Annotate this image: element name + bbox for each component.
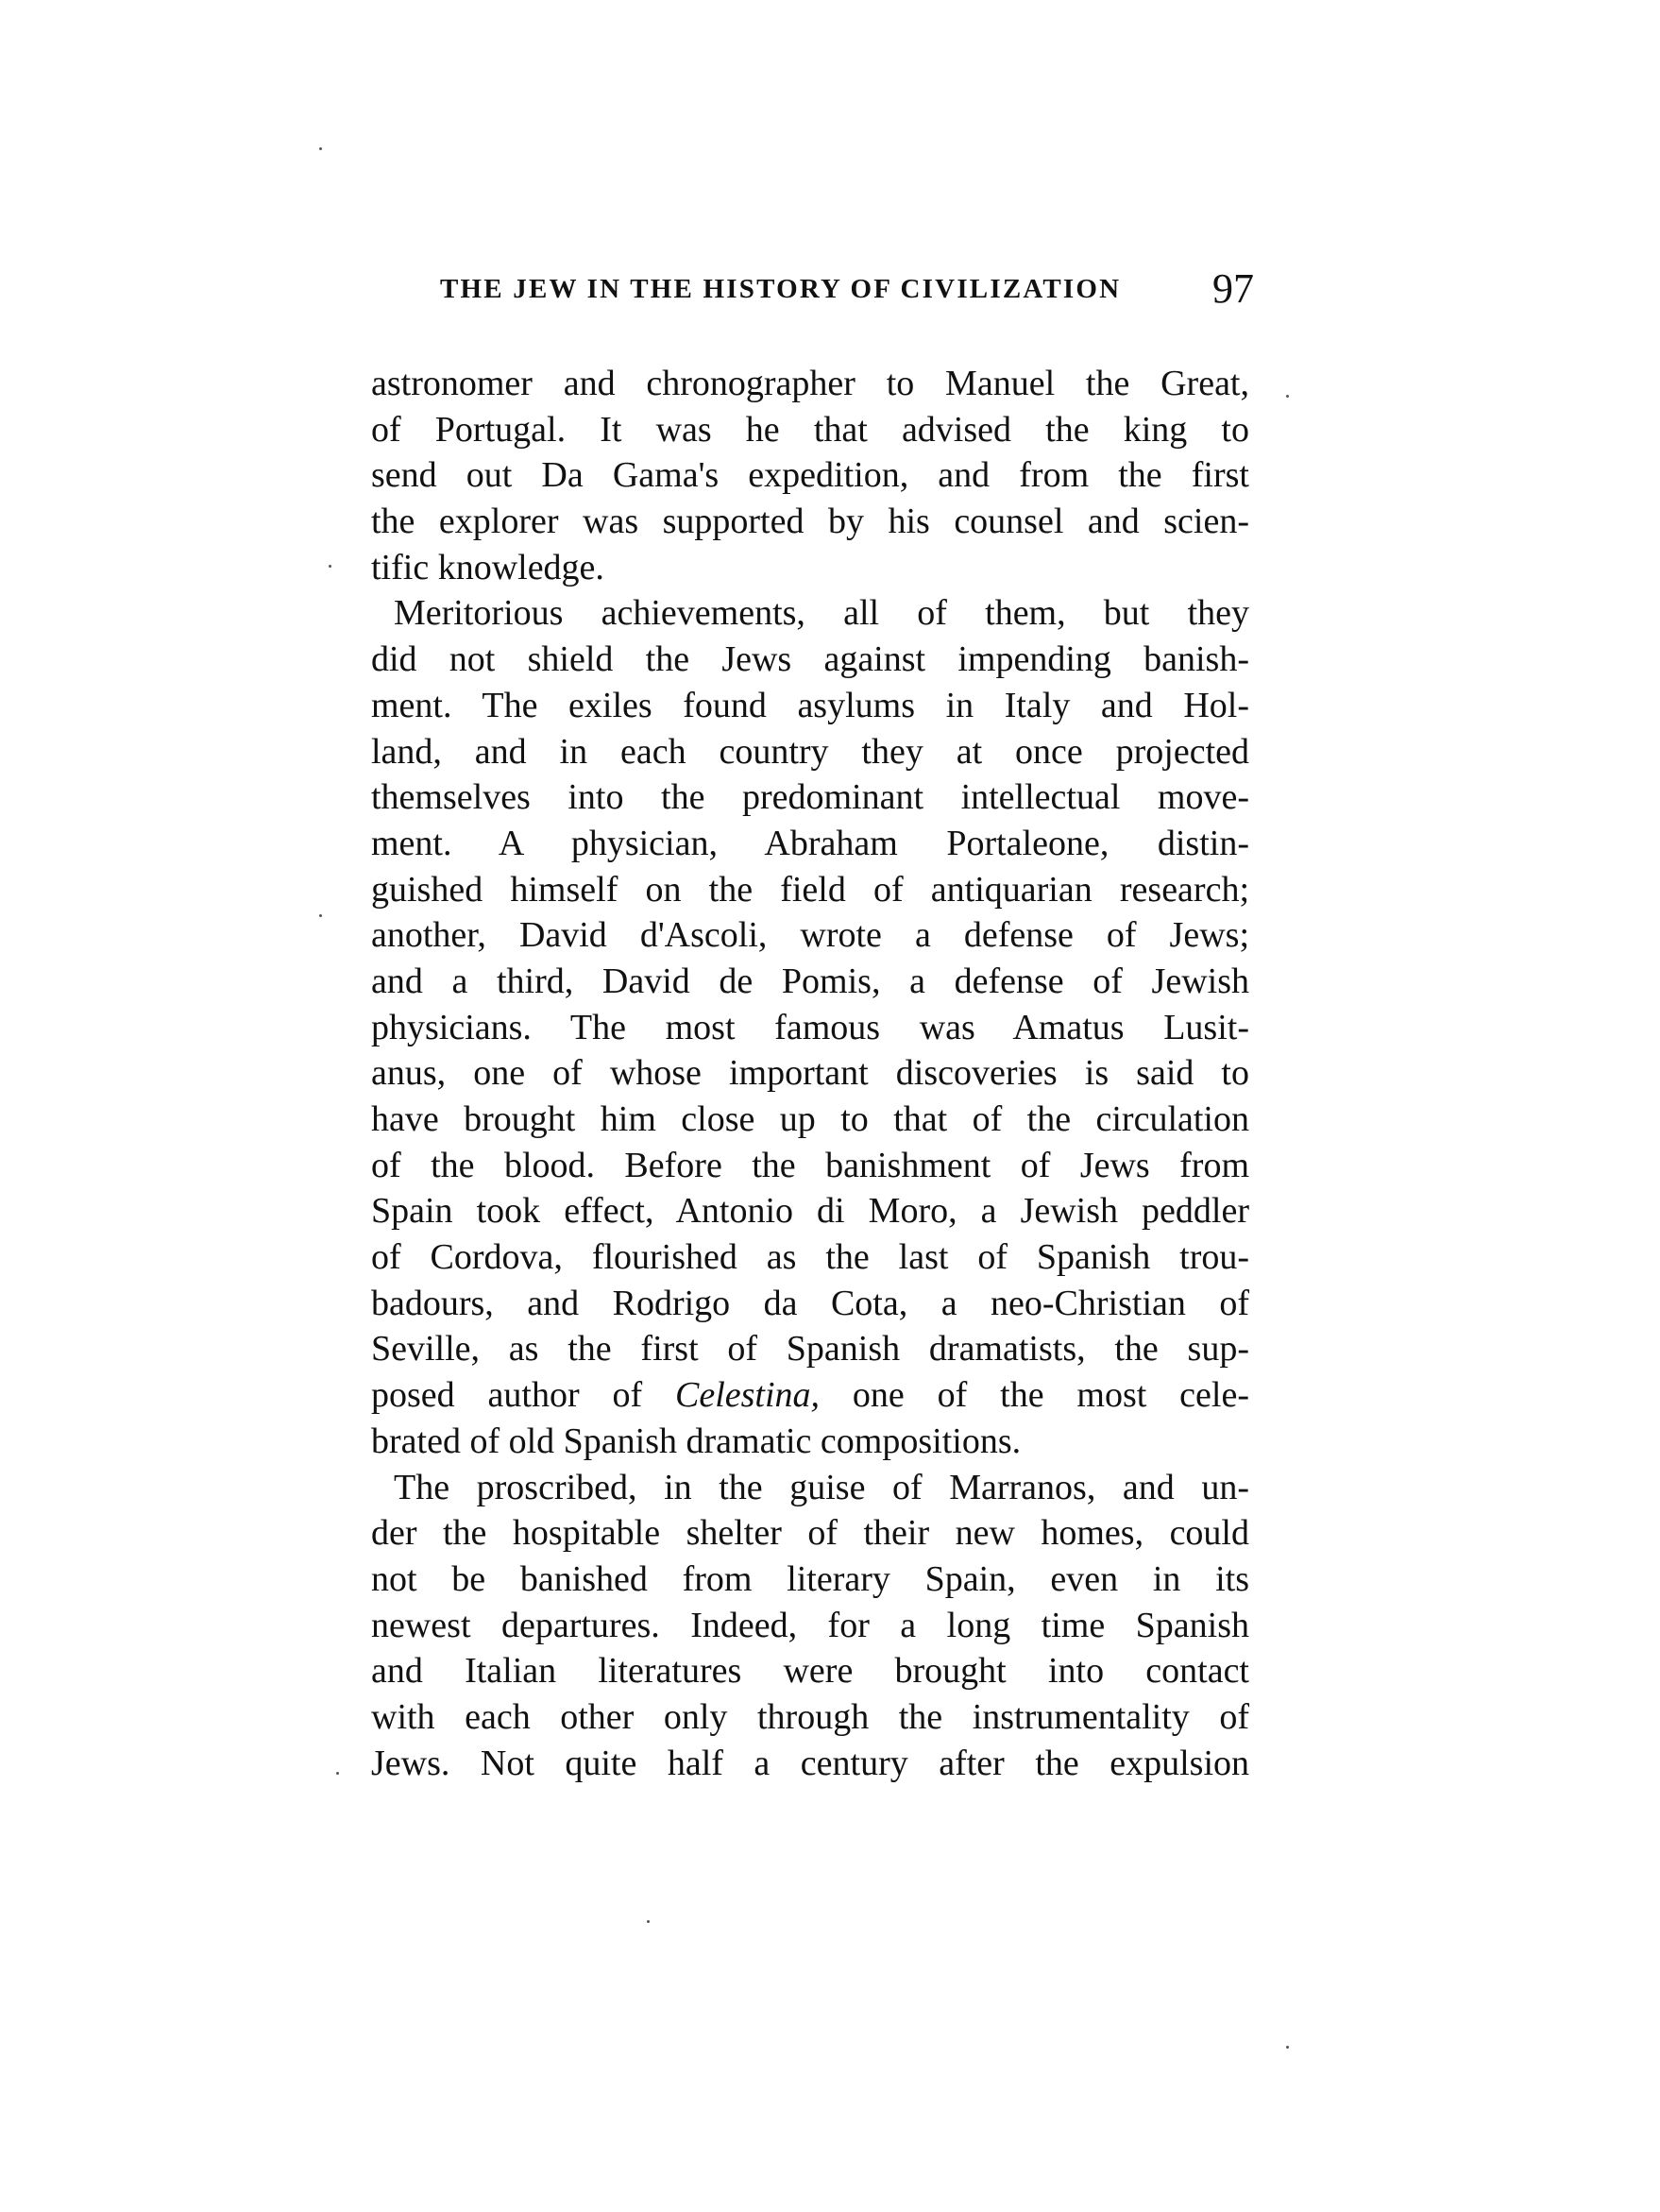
text-line: ment. A physician, Abraham Portaleone, distin- — [371, 823, 1249, 863]
text-line: ment. The exiles found asylums in Italy and Hol- — [371, 685, 1249, 725]
scan-speck — [319, 914, 322, 917]
running-title: THE JEW IN THE HISTORY OF CIVILIZATION — [440, 274, 1122, 304]
text-line: themselves into the predominant intellectual move- — [371, 777, 1249, 818]
text-line: and a third, David de Pomis, a defense of Jewish — [371, 961, 1249, 1001]
text-line: badours, and Rodrigo da Cota, a neo-Christian of — [371, 1283, 1249, 1323]
text-line: not be banished from literary Spain, even in its — [371, 1558, 1249, 1599]
text-line: Jews. Not quite half a century after the expulsion — [371, 1743, 1249, 1783]
text-run: one of the most cele- — [820, 1375, 1249, 1416]
paragraph-2 — [371, 590, 1249, 1464]
scan-speck — [1286, 395, 1289, 398]
text-line: Spain took effect, Antonio di Moro, a Jewish peddler — [371, 1191, 1249, 1232]
paragraph-1 — [371, 361, 1249, 590]
paragraph-3 — [371, 1465, 1249, 1787]
text-line: land, and in each country they at once projected — [371, 731, 1249, 772]
text-line: Seville, as the first of Spanish dramatists, the sup- — [371, 1329, 1249, 1370]
text-line-with-italic — [371, 1372, 1249, 1419]
text-line: astronomer and chronographer to Manuel the Great, — [371, 364, 1249, 403]
text-line: with each other only through the instrumentality of — [371, 1696, 1249, 1737]
text-line: guished himself on the field of antiquarian research; — [371, 869, 1249, 910]
scan-speck — [319, 147, 322, 150]
text-line: newest departures. Indeed, for a long time Spanish — [371, 1605, 1249, 1645]
scan-speck — [647, 1920, 650, 1923]
text-line: the explorer was supported by his counsel and scien- — [371, 502, 1249, 542]
text-line: anus, one of whose important discoveries is said to — [371, 1053, 1249, 1094]
scan-speck — [336, 1772, 339, 1775]
scan-speck — [1286, 2046, 1289, 2049]
text-line: tific knowledge. — [371, 547, 604, 587]
text-line: and Italian literatures were brought into contact — [371, 1651, 1249, 1692]
page-number: 97 — [1212, 265, 1254, 312]
text-line: send out Da Gama's expedition, and from the first — [371, 455, 1249, 496]
text-line: physicians. The most famous was Amatus Lusit- — [371, 1007, 1249, 1047]
text-line: of Portugal. It was he that advised the king to — [371, 409, 1249, 450]
text-line: The proscribed, in the guise of Marranos, and un- — [394, 1467, 1249, 1507]
scan-speck — [329, 565, 331, 568]
italic-title: Celestina, — [674, 1375, 821, 1416]
text-line: brated of old Spanish dramatic compositions. — [371, 1421, 1022, 1461]
text-line: have brought him close up to that of the circulation — [371, 1099, 1249, 1139]
text-run: posed author of — [371, 1375, 675, 1416]
text-line: of the blood. Before the banishment of Jews from — [371, 1145, 1249, 1185]
body-text — [371, 361, 1249, 1786]
text-line: another, David d'Ascoli, wrote a defense of Jews; — [371, 915, 1249, 956]
text-line: did not shield the Jews against impending banish- — [371, 639, 1249, 680]
text-line: der the hospitable shelter of their new homes, could — [371, 1513, 1249, 1554]
text-line: Meritorious achievements, all of them, but they — [394, 593, 1249, 634]
text-line: of Cordova, flourished as the last of Spanish trou- — [371, 1237, 1249, 1278]
running-head — [440, 265, 1254, 315]
